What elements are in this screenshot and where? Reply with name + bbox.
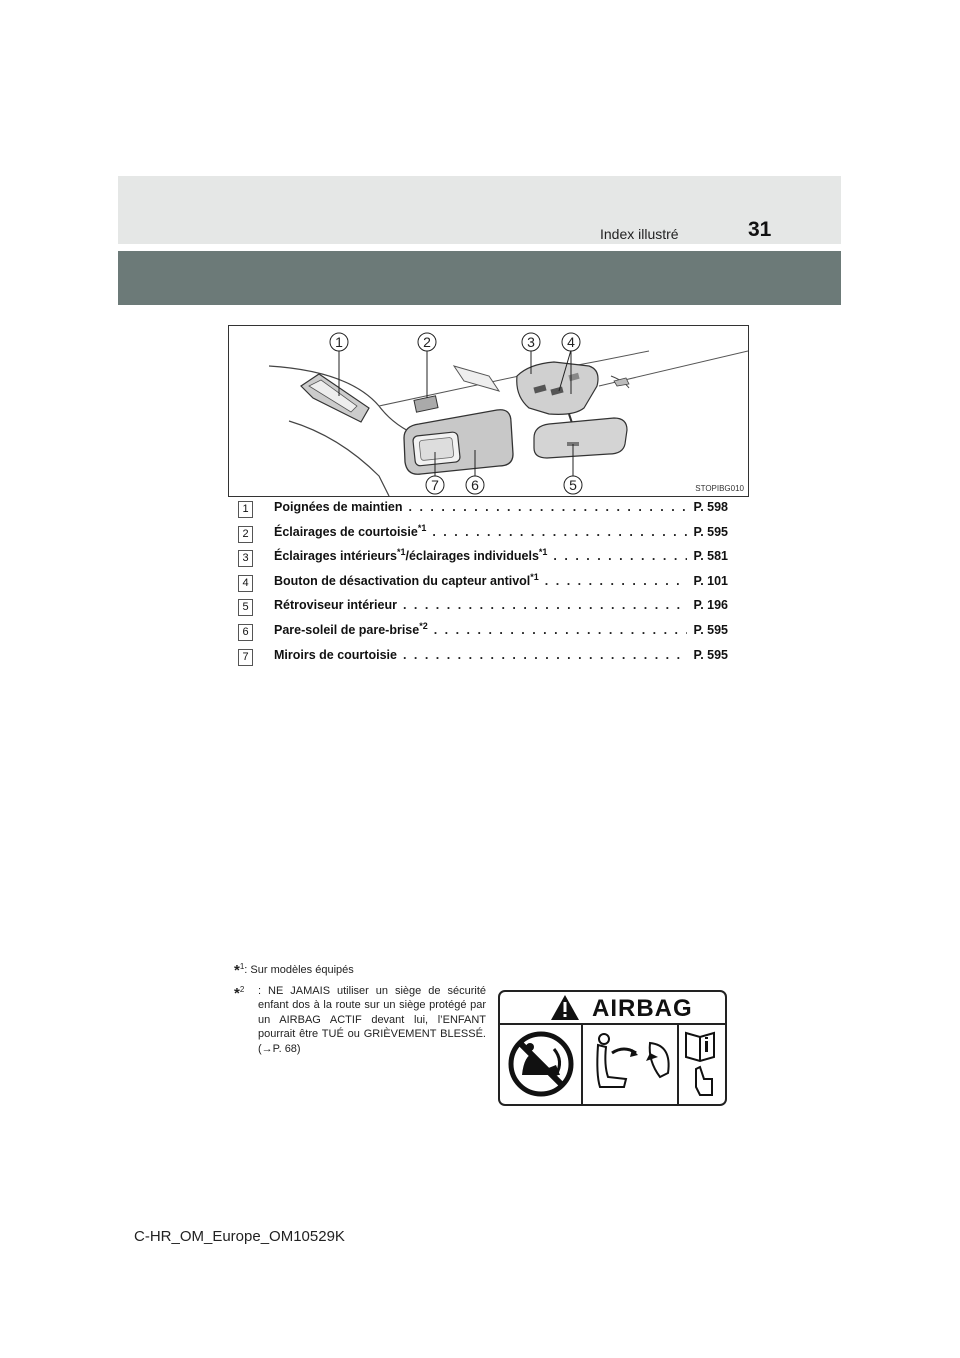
callout-1 <box>330 333 348 351</box>
header-bar <box>118 176 841 244</box>
footnote-1-text: : Sur modèles équipés <box>244 964 354 976</box>
airbag-pictograms <box>500 1025 725 1104</box>
item-label: Rétroviseur intérieur <box>274 598 397 613</box>
footnote-ref: *1 <box>417 522 427 533</box>
leader-dots <box>553 549 687 563</box>
index-item-sun-visors <box>238 620 728 648</box>
footnote-2-text: : NE JAMAIS utiliser un siège de sécurité enfant dos à la route sur un siège protégé par un AIRBAG ACTIF devant lui, l’ENFANT pourrait être TUÉ ou GRIÈVEMENT BLESSÉ. (→P. 68) <box>258 985 486 1055</box>
item-label: Poignées de maintien <box>274 500 403 514</box>
index-list <box>238 500 728 672</box>
callout-5 <box>564 476 582 494</box>
footnote-ref: *1 <box>530 571 539 582</box>
page-ref[interactable]: P. 581 <box>693 549 728 564</box>
index-item-courtesy-lights <box>238 522 728 550</box>
callout-5-number: 5 <box>569 477 577 493</box>
callout-2 <box>418 333 436 351</box>
page-ref[interactable]: P. 101 <box>693 573 728 588</box>
leader-dots <box>409 500 688 514</box>
read-manual-icon <box>686 1033 714 1095</box>
interior-illustration <box>228 325 749 497</box>
courtesy-lamp <box>414 396 438 412</box>
leader-dots <box>403 648 688 662</box>
index-item-rear-view-mirror <box>238 598 728 623</box>
page-ref[interactable]: P. 598 <box>693 500 728 514</box>
item-label: Éclairages de courtoisie$^{*1}$ <box>274 522 427 539</box>
warning-triangle-icon <box>550 994 580 1021</box>
callout-3-number: 3 <box>527 334 535 350</box>
callout-2-number: 2 <box>423 334 431 350</box>
index-item-vanity-mirrors <box>238 648 728 673</box>
footnote-mark: *$^1$ <box>234 962 245 979</box>
footnote-2 <box>234 984 486 1056</box>
airbag-label-title: AIRBAG <box>592 995 693 1022</box>
section-title: Index illustré <box>600 226 679 242</box>
footnote-1 <box>234 962 354 979</box>
item-number: 5 <box>238 599 253 616</box>
page-ref[interactable]: P. 595 <box>693 647 728 662</box>
footnote-mark: *$^2$ <box>234 985 245 1002</box>
item-label: Pare-soleil de pare-brise$^{*2}$ <box>274 620 428 637</box>
airbag-label-header <box>500 992 725 1025</box>
airbag-deployment-icon <box>597 1034 668 1087</box>
footnote-ref: *2 <box>419 620 428 631</box>
callout-4-number: 4 <box>567 334 575 350</box>
airbag-warning-label <box>498 990 727 1106</box>
footnote-ref: *1 <box>538 547 548 558</box>
callout-7 <box>426 476 444 494</box>
callout-6 <box>466 476 484 494</box>
item-label: Bouton de désactivation du capteur antivol$^{*1}$ <box>274 571 539 588</box>
header-band <box>118 251 841 305</box>
item-number: 6 <box>238 624 253 641</box>
figure-code: STOPIBG010 <box>695 484 744 493</box>
item-number: 2 <box>238 526 253 543</box>
item-label: Éclairages intérieurs$^{*1}$/éclairages individuels$^{*1}$ <box>274 547 548 564</box>
callout-6-number: 6 <box>471 477 479 493</box>
callout-1-number: 1 <box>335 334 343 350</box>
index-item-interior-lights <box>238 549 728 574</box>
index-item-intrusion-sensor-button <box>238 571 728 599</box>
leader-dots <box>434 623 688 637</box>
rear-view-mirror <box>534 418 627 458</box>
index-item-grab-handles <box>238 500 728 525</box>
leader-dots <box>403 598 688 612</box>
item-number: 1 <box>238 501 253 518</box>
leader-dots <box>545 574 688 588</box>
page-ref[interactable]: P. 595 <box>693 622 728 637</box>
item-number: 3 <box>238 550 253 567</box>
item-number: 7 <box>238 649 253 666</box>
page-ref[interactable]: P. 196 <box>693 598 728 613</box>
callout-7-number: 7 <box>431 477 439 493</box>
leader-dots <box>432 525 687 539</box>
page-ref[interactable]: P. 595 <box>693 524 728 539</box>
item-number: 4 <box>238 575 253 592</box>
no-child-seat-icon <box>511 1034 571 1094</box>
page-number: 31 <box>748 218 772 241</box>
callout-4 <box>562 333 580 351</box>
item-label: Miroirs de courtoisie <box>274 647 397 662</box>
footnote-ref: *1 <box>396 547 406 558</box>
ceiling-illustration-svg <box>229 326 748 496</box>
document-code: C-HR_OM_Europe_OM10529K <box>134 1228 345 1245</box>
callout-3 <box>522 333 540 351</box>
